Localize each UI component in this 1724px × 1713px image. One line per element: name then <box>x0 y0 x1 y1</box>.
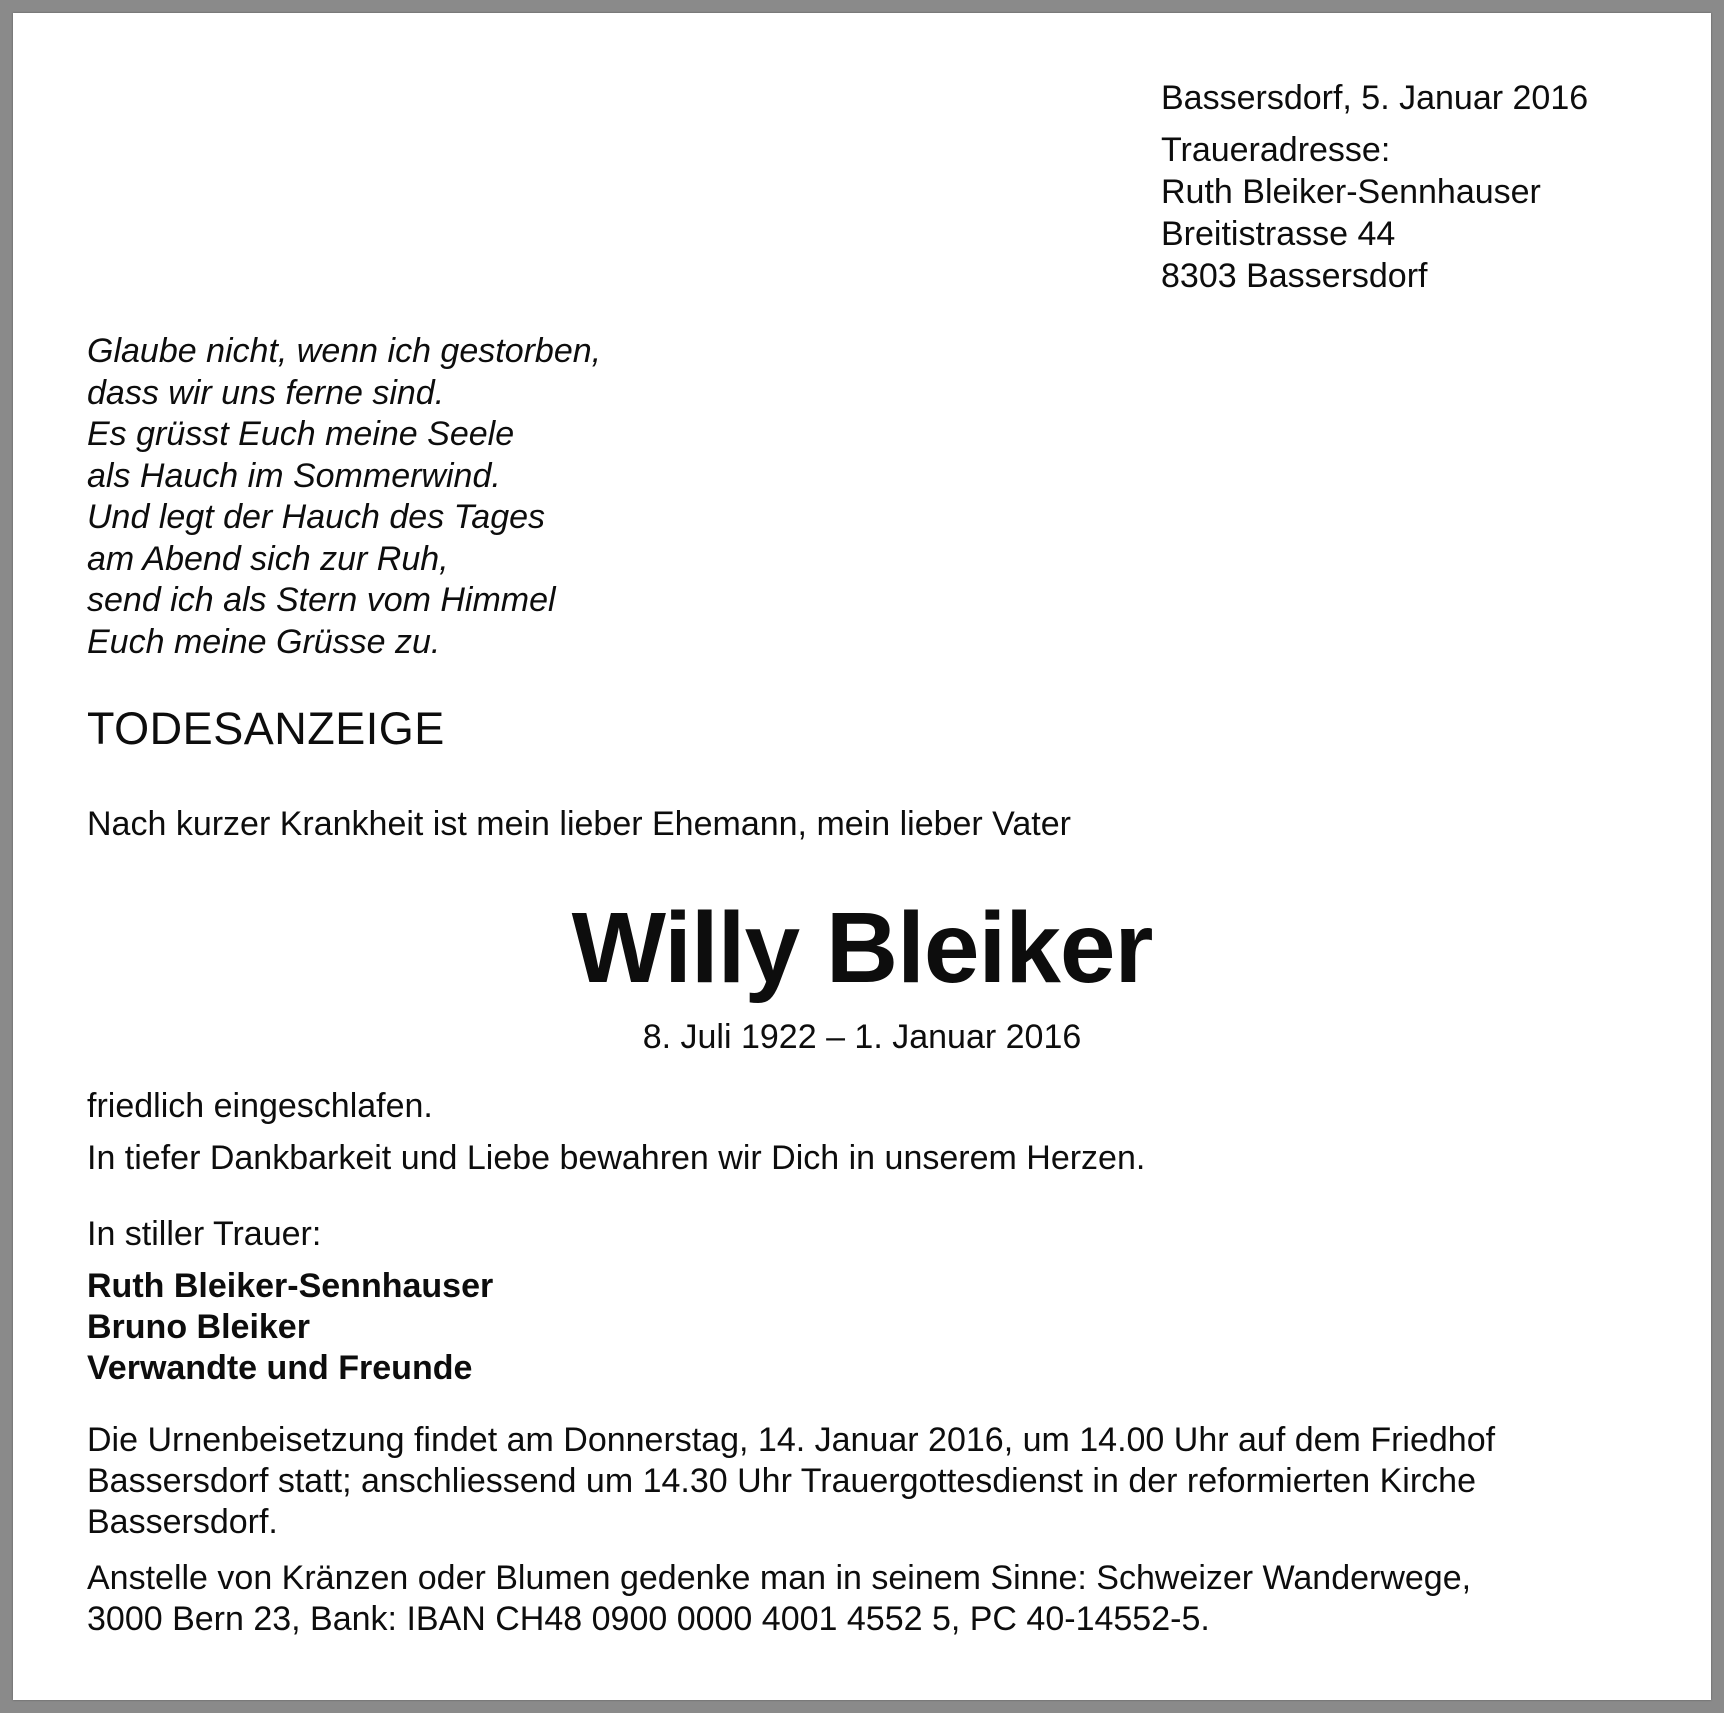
poem-line: am Abend sich zur Ruh, <box>87 539 449 578</box>
ceremony-line: Bassersdorf. <box>87 1503 278 1541</box>
poem-line: Es grüsst Euch meine Seele <box>87 415 515 453</box>
address-city: 8303 Bassersdorf <box>1161 257 1428 295</box>
poem <box>87 331 601 663</box>
ceremony-line: Bassersdorf statt; anschliessend um 14.30 Uhr Trauergottesdienst in der reformierten Kirche <box>87 1462 1477 1500</box>
poem-line: als Hauch im Sommerwind. <box>87 456 501 495</box>
poem-line: Glaube nicht, wenn ich gestorben, <box>87 332 602 370</box>
donation-line: Anstelle von Kränzen oder Blumen gedenke man in seinem Sinne: Schweizer Wanderwege, <box>87 1559 1472 1597</box>
donation-text <box>87 1558 1647 1640</box>
poem-line: dass wir uns ferne sind. <box>87 373 445 412</box>
ceremony-text <box>87 1420 1647 1543</box>
poem-line: Euch meine Grüsse zu. <box>87 622 441 661</box>
place-date: Bassersdorf, 5. Januar 2016 <box>1161 79 1589 117</box>
donation-line: 3000 Bern 23, Bank: IBAN CH48 0900 0000 4001 4552 5, PC 40-14552-5. <box>87 1600 1210 1638</box>
address-name: Ruth Bleiker-Sennhauser <box>1161 173 1541 211</box>
address-block <box>1161 77 1588 297</box>
gratitude-text: In tiefer Dankbarkeit und Liebe bewahren wir Dich in unserem Herzen. <box>87 1139 1146 1177</box>
intro-text: Nach kurzer Krankheit ist mein lieber Ehemann, mein lieber Vater <box>87 805 1071 843</box>
poem-line: Und legt der Hauch des Tages <box>87 498 546 536</box>
obituary-page <box>13 13 1711 1700</box>
mourning-label: In stiller Trauer: <box>87 1215 322 1253</box>
mourner-name: Bruno Bleiker <box>87 1308 310 1346</box>
mourner-name: Ruth Bleiker-Sennhauser <box>87 1267 494 1305</box>
address-street: Breitistrasse 44 <box>1161 215 1396 253</box>
life-dates: 8. Juli 1922 – 1. Januar 2016 <box>642 1018 1082 1056</box>
poem-line: send ich als Stern vom Himmel <box>87 581 556 619</box>
after-name-text: friedlich eingeschlafen. <box>87 1087 433 1125</box>
ceremony-line: Die Urnenbeisetzung findet am Donnerstag, 14. Januar 2016, um 14.00 Uhr auf dem Friedhof <box>87 1421 1496 1459</box>
deceased-name: Willy Bleiker <box>571 892 1153 1004</box>
address-label: Traueradresse: <box>1161 131 1391 169</box>
heading: TODESANZEIGE <box>87 703 445 754</box>
mourner-name: Verwandte und Freunde <box>87 1349 473 1387</box>
mourners-list <box>87 1266 493 1389</box>
